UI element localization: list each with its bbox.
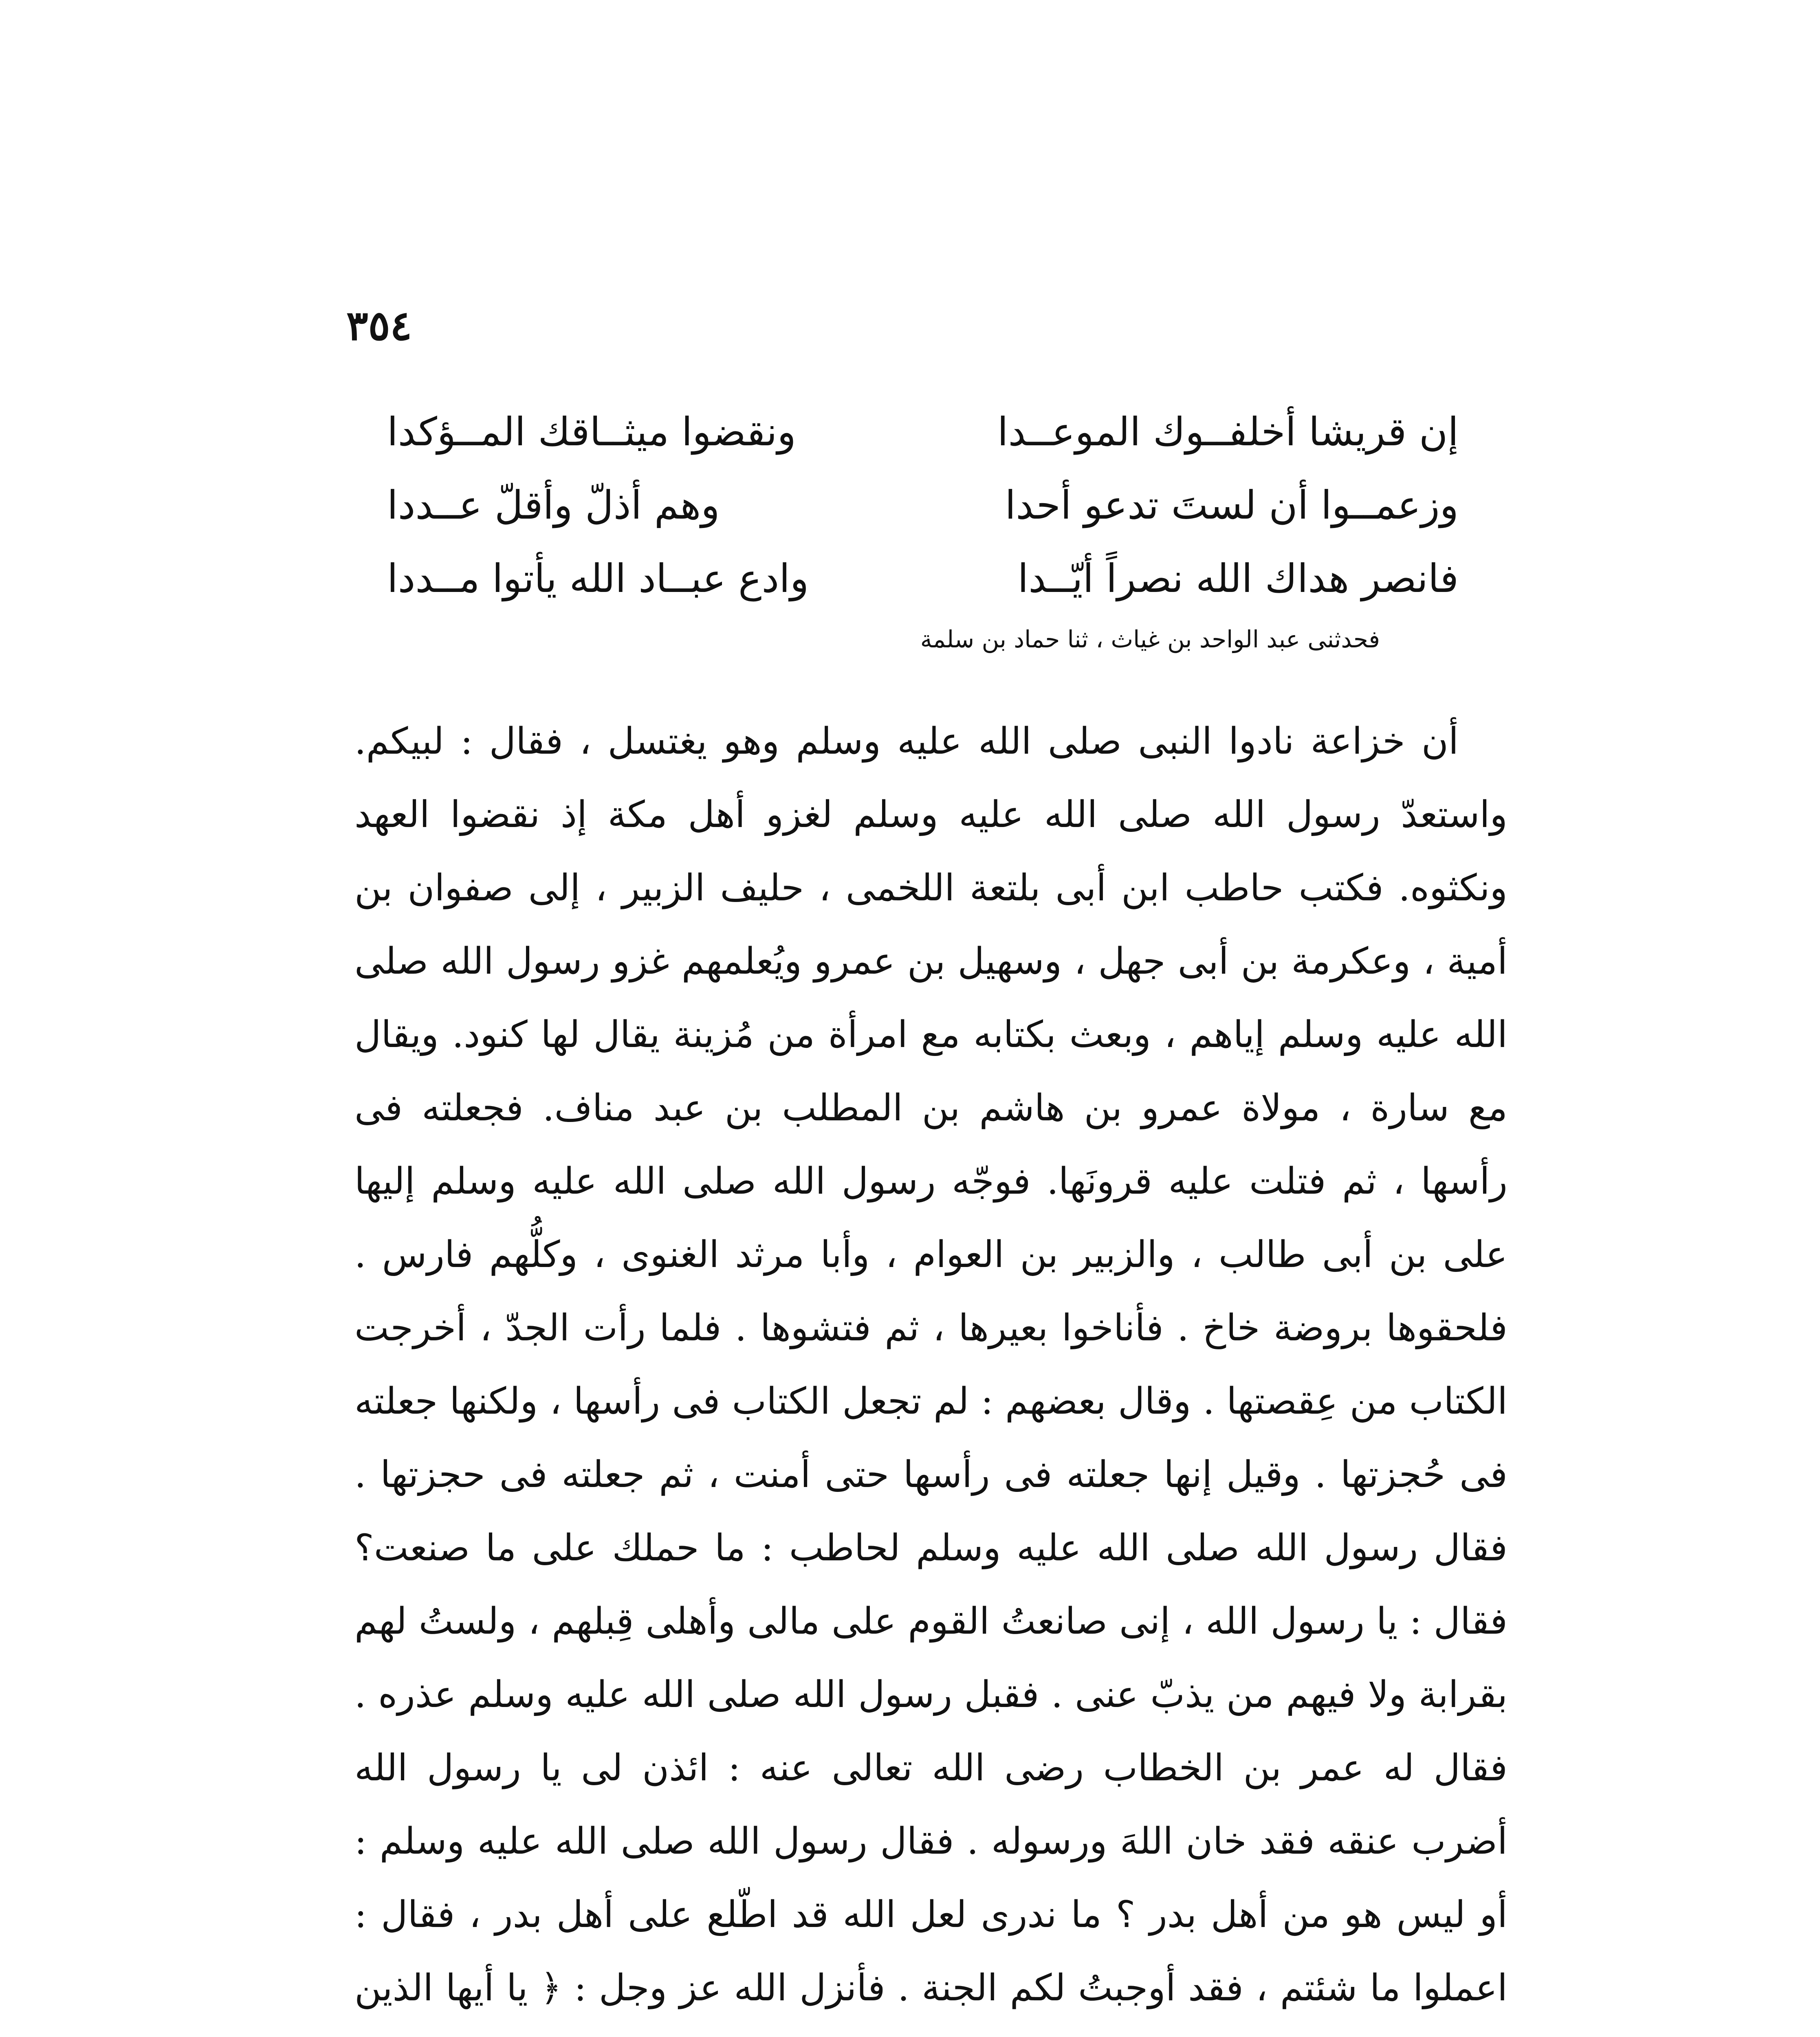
hemistich-first: فانصر هداك الله نصراً أيّــدا <box>1017 556 1459 601</box>
hemistich-second: ونقضوا ميثــاقك المــؤكدا <box>387 409 796 455</box>
poem-verse <box>387 542 1459 615</box>
hemistich-first: إن قريشا أخلفــوك الموعــدا <box>997 409 1459 455</box>
hemistich-first: وزعمــوا أن لستَ تدعو أحدا <box>1005 482 1459 528</box>
page-number: ٣٥٤ <box>346 301 412 350</box>
main-body-text <box>354 705 1507 2037</box>
hemistich-second: وادع عبــاد الله يأتوا مــددا <box>387 556 809 601</box>
poem-verse <box>387 395 1459 469</box>
hemistich-second: وهم أذلّ وأقلّ عــددا <box>387 482 720 528</box>
body-paragraph: أن خزاعة نادوا النبى صلى الله عليه وسلم وهو يغتسل ، فقال : لبيكم. واستعدّ رسول الله صلى الله عليه وسلم لغزو أهل مكة إذ نقضوا العهد ونكثوه. فكتب حاطب ابن أبى بلتعة اللخمى ، حليف الزبير ، إلى صفوان بن أمية ، وعكرمة بن أبى جهل ، وسهيل بن عمرو ويُعلمهم غزو رسول الله صلى الله عليه وسلم إياهم ، وبعث بكتابه مع امرأة من مُزينة يقال لها كنود. ويقال مع سارة ، مولاة عمرو بن هاشم بن المطلب بن عبد مناف. فجعلته فى رأسها ، ثم فتلت عليه قرونَها. فوجّه رسول الله صلى الله عليه وسلم إليها على بن أبى طالب ، والزبير بن العوام ، وأبا مرثد الغنوى ، وكلُّهم فارس . فلحقوها بروضة خاخ . فأناخوا بعيرها ، ثم فتشوها . فلما رأت الجدّ ، أخرجت الكتاب من عِقصتها . وقال بعضهم : لم تجعل الكتاب فى رأسها ، ولكنها جعلته فى حُجزتها . وقيل إنها جعلته فى رأسها حتى أمنت ، ثم جعلته فى حجزتها . فقال رسول الله صلى الله عليه وسلم لحاطب : ما حملك على ما صنعت؟ فقال : يا رسول الله ، إنى صانعتُ القوم على مالى وأهلى قِبلهم ، ولستُ لهم بقرابة ولا فيهم من يذبّ عنى . فقبل رسول الله صلى الله عليه وسلم عذره . فقال له عمر بن الخطاب رضى الله تعالى عنه : ائذن لى يا رسول الله أضرب عنقه فقد خان اللهَ ورسوله . فقال رسول الله صلى الله عليه وسلم : أو ليس هو من أهل بدر ؟ ما ندرى لعل الله قد اطّلع على أهل بدر ، فقال : اعملوا ما شئتم ، فقد أوجبتُ لكم الجنة . فأنزل الله عز وجل : ﴿ يا أيها الذين <box>354 720 1507 2009</box>
poem-block <box>387 395 1459 615</box>
poem-verse <box>387 469 1459 542</box>
isnad-line: فحدثنى عبد الواحد بن غياث ، ثنا حماد بن سلمة <box>920 625 1380 653</box>
